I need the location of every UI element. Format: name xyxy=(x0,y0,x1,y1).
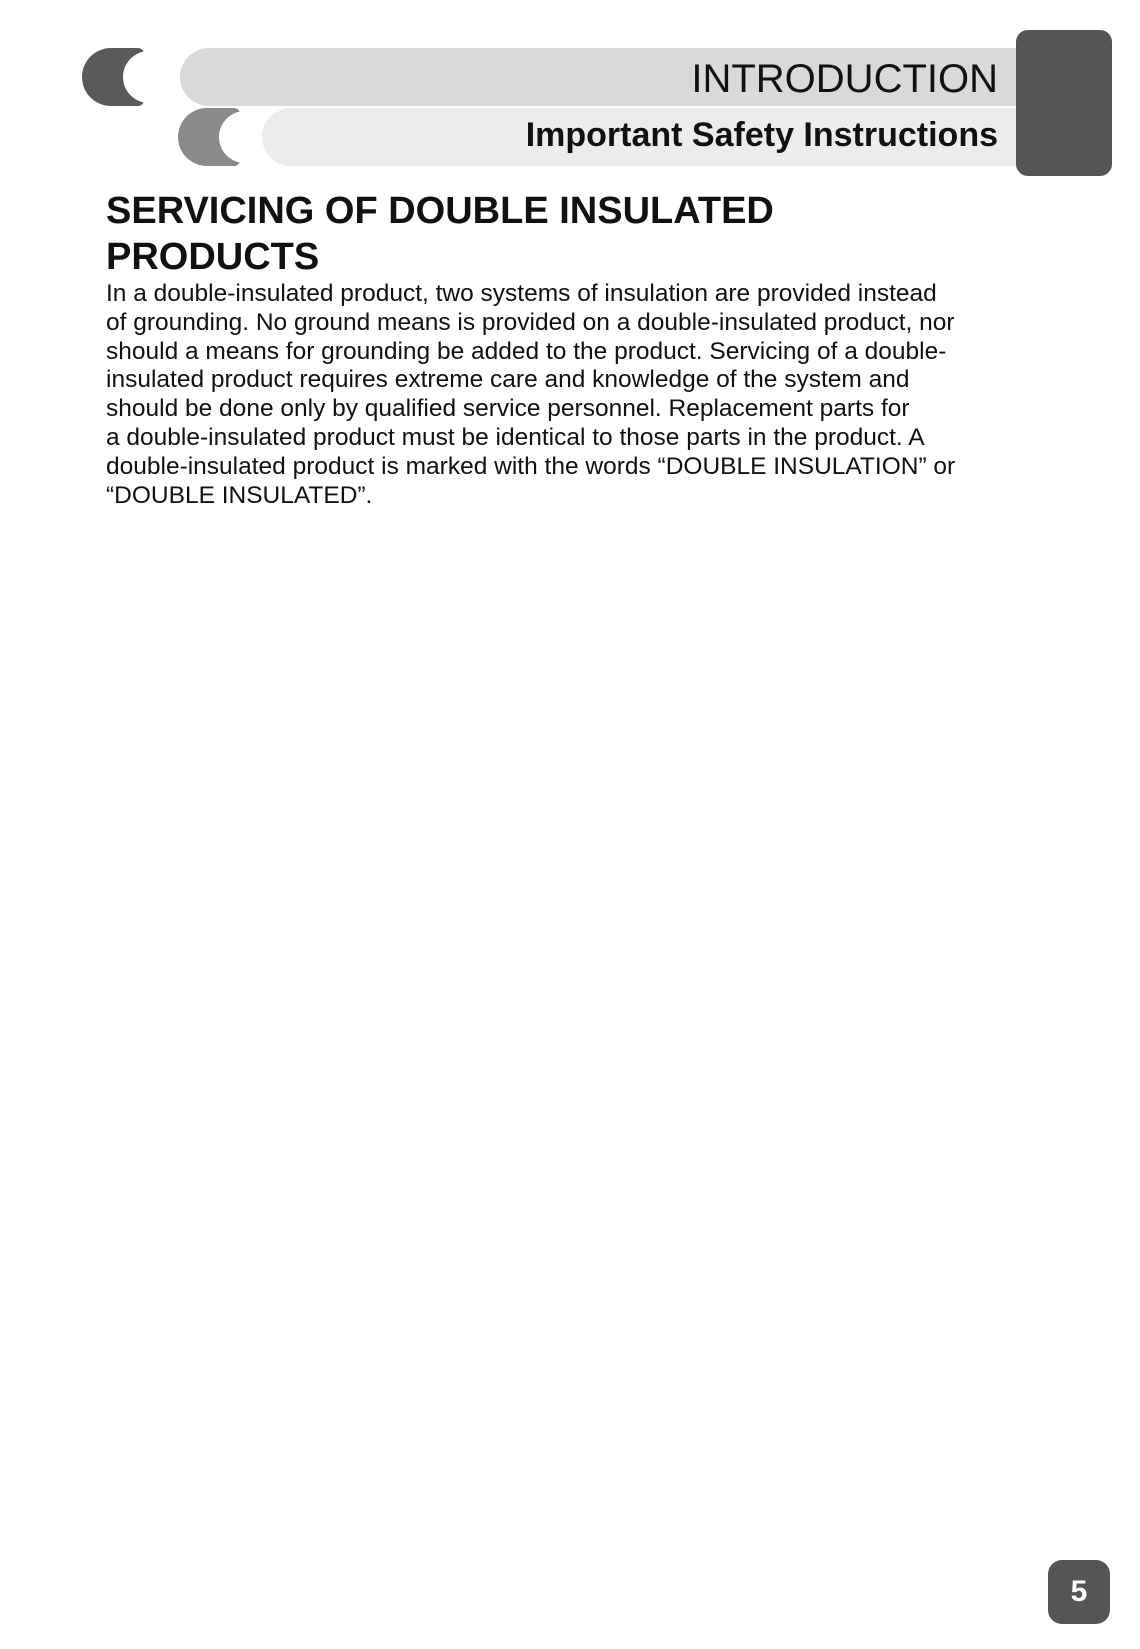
body-line: should be done only by qualified service personnel. Replacement parts for xyxy=(106,395,910,423)
body-line: of grounding. No ground means is provided on a double-insulated product, nor xyxy=(106,308,955,336)
body-line: “DOUBLE INSULATED”. xyxy=(106,481,373,509)
chapter-title: INTRODUCTION xyxy=(691,57,998,101)
section-body xyxy=(106,280,1016,510)
body-line: insulated product requires extreme care and knowledge of the system and xyxy=(106,366,910,394)
section-title xyxy=(106,188,966,280)
body-line: a double-insulated product must be identical to those parts in the product. A xyxy=(106,423,925,451)
body-line: double-insulated product is marked with the words “DOUBLE INSULATION” or xyxy=(106,452,956,480)
body-line: In a double-insulated product, two systems of insulation are provided instead xyxy=(106,280,937,307)
body-line: should a means for grounding be added to the product. Servicing of a double- xyxy=(106,337,947,365)
page-number: 5 xyxy=(1048,1560,1110,1624)
section-title-line: PRODUCTS xyxy=(106,236,320,278)
chapter-subtitle: Important Safety Instructions xyxy=(525,116,998,154)
chapter-tab xyxy=(1016,30,1112,176)
section-title-line: SERVICING OF DOUBLE INSULATED xyxy=(106,190,774,232)
